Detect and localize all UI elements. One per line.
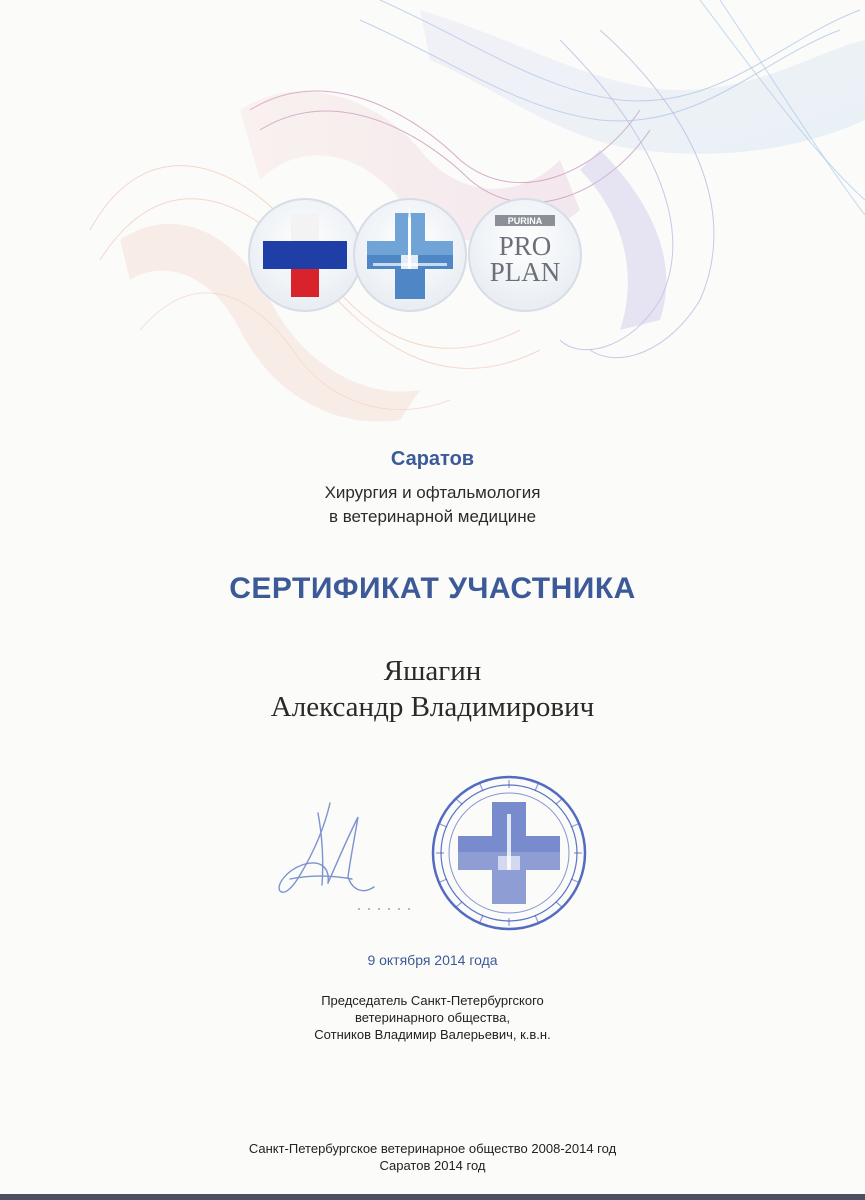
chairman-signature bbox=[270, 795, 390, 905]
event-city: Саратов bbox=[390, 448, 475, 470]
russian-flag-cross-icon bbox=[249, 199, 361, 311]
participant-surname: Яшагин bbox=[383, 655, 482, 687]
footer-line: Саратов 2014 год bbox=[379, 1158, 486, 1173]
scan-bottom-edge bbox=[0, 1194, 865, 1200]
footer bbox=[0, 1140, 865, 1174]
purina-wordmark: PURINA bbox=[507, 216, 543, 226]
chairman-line: Сотников Владимир Валерьевич, к.в.н. bbox=[314, 1027, 551, 1042]
event-subtitle bbox=[0, 481, 865, 529]
chairman-block bbox=[0, 992, 865, 1043]
pro-wordmark: PRO bbox=[498, 231, 552, 261]
certificate-title: СЕРТИФИКАТ УЧАСТНИКА bbox=[229, 572, 636, 605]
participant-given-name: Александр Владимирович bbox=[270, 691, 595, 723]
footer-line: Санкт-Петербургское ветеринарное общество 2008-2014 год bbox=[248, 1141, 617, 1156]
subtitle-line: в ветеринарной медицине bbox=[328, 507, 537, 526]
event-logos bbox=[245, 175, 595, 335]
chairman-line: Председатель Санкт-Петербургского bbox=[321, 993, 544, 1008]
subtitle-line: Хирургия и офтальмология bbox=[324, 483, 541, 502]
official-stamp bbox=[428, 772, 590, 934]
chairman-line: ветеринарного общества, bbox=[355, 1010, 510, 1025]
saint-petersburg-cross-icon bbox=[354, 199, 466, 311]
plan-wordmark: PLAN bbox=[489, 257, 561, 287]
signature-line-dots bbox=[355, 906, 415, 912]
purina-pro-plan-logo bbox=[469, 199, 581, 311]
event-date: 9 октября 2014 года bbox=[367, 952, 498, 968]
